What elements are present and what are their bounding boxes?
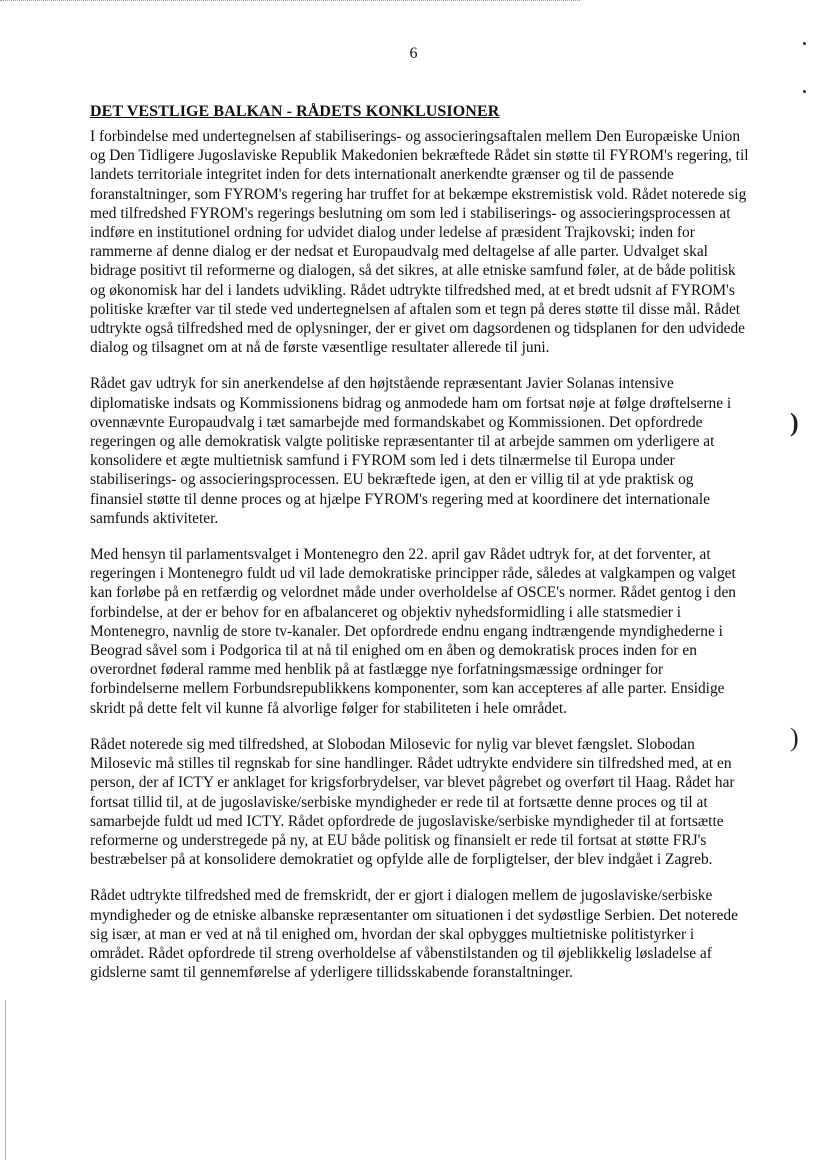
page-number: 6	[409, 45, 418, 62]
paragraph: Med hensyn til parlamentsvalget i Montenegro den 22. april gav Rådet udtryk for, at det forventer, at regeringen i Montenegro fuldt ud vil lade demokratiske principper råde, således at valgkampen og valget kan forløbe på en retfærdig og velordnet måde under overholdelse af OSCE's normer. Rådet gentog i den forbindelse, at der er behov for en afbalanceret og objektiv nyhedsformidling i alle statsmedier i Montenegro, navnlig de store tv-kanaler. Det opfordrede endnu engang indtrængende myndighederne i Beograd såvel som i Podgorica til at nå til enighed om en åben og demokratisk proces inden for en overordnet føderal ramme med henblik på at fastlægge nye forfatningsmæssige ordninger for forbindelserne mellem Forbundsrepublikkens komponenter, som kan accepteres af alle parter. Ensidige skridt på dette felt vil kunne få alvorlige følger for stabiliteten i hele området.	[90, 546, 737, 717]
paragraph: Rådet noterede sig med tilfredshed, at Slobodan Milosevic for nylig var blevet fængslet. Slobodan Milosevic må stilles til regnskab for sine handlinger. Rådet udtrykte endvidere sin tilfredshed med, at en person, der af ICTY er anklaget for krigsforbrydelser, var blevet pågrebet og overført til Haag. Rådet har fortsat tillid til, at de jugoslaviske/serbiske myndigheder er rede til at fortsætte denne proces og til at samarbejde fuldt ud med ICTY. Rådet opfordrede de jugoslaviske/serbiske myndigheder til at fortsætte reformerne og understregede på ny, at EU både politisk og finansielt er rede til fortsat at støtte FRJ's bestræbelser på at konsolidere demokratiet og opfylde alle de forpligtelser, der blev indgået i Zagreb.	[90, 735, 735, 869]
binder-hole-mark: )	[790, 723, 799, 752]
scan-dot	[803, 90, 806, 93]
binder-hole-mark: )	[790, 408, 799, 437]
section-heading: DET VESTLIGE BALKAN - RÅDETS KONKLUSIONER	[90, 103, 500, 120]
document-body	[90, 103, 750, 999]
paragraph: Rådet gav udtryk for sin anerkendelse af den højtstående repræsentant Javier Solanas intensive diplomatiske indsats og Kommissionens bidrag og anmodede ham om fortsat nøje at følge drøftelserne i ovennævnte Europaudvalg i tæt samarbejde med formandskabet og Kommissionen. Det opfordrede regeringen og alle demokratisk valgte politiske repræsentanter til at arbejde sammen om yderligere at konsolidere et ægte multietnisk samfund i FYROM som led i dets tilnærmelse til Europa under stabiliserings- og associeringsprocessen. EU bekræftede igen, at den er villig til at yde praktisk og finansiel støtte til denne proces og at hjælpe FYROM's regering med at koordinere det internationale samfunds aktiviteter.	[90, 375, 732, 527]
paragraph: Rådet udtrykte tilfredshed med de fremskridt, der er gjort i dialogen mellem de jugoslaviske/serbiske myndigheder og de etniske albanske repræsentanter om situationen i det sydøstlige Serbien. Det noterede sig især, at man er ved at nå til enighed om, hvordan der skal opbygges multietniske politistyrker i området. Rådet opfordrede til streng overholdelse af våbenstilstanden og til øjeblikkelig løsladelse af gidslerne samt til gennemførelse af yderligere tillidsskabende foranstaltninger.	[90, 887, 738, 982]
scan-artifact-left-edge	[5, 1000, 6, 1160]
scan-artifact-top	[0, 0, 580, 2]
paragraph: I forbindelse med undertegnelsen af stabiliserings- og associeringsaftalen mellem Den Europæiske Union og Den Tidligere Jugoslaviske Republik Makedonien bekræftede Rådet sin støtte til FYROM's regering, til landets territoriale integritet inden for dets internationalt anerkendte grænser og til de passende foranstaltninger, som FYROM's regering har truffet for at bekæmpe ekstremistisk vold. Rådet noterede sig med tilfredshed FYROM's regerings beslutning om som led i stabiliserings- og associeringsprocessen at indføre en institutionel ordning for udvidet dialog under ledelse af præsident Trajkovski; inden for rammerne af denne dialog er der nedsat et Europaudvalg med deltagelse af alle parter. Udvalget skal bidrage positivt til reformerne og dialogen, så det sikres, at alle etniske samfund føler, at de både politisk og økonomisk har del i landets udvikling. Rådet udtrykte tilfredshed med, at et bredt udsnit af FYROM's politiske kræfter var til stede ved undertegnelsen af aftalen som et tegn på deres støtte til disse mål. Rådet udtrykte også tilfredshed med de oplysninger, der er givet om dagsordenen og tidsplanen for den udvidede dialog og tilsagnet om at nå de første væsentlige resultater allerede til juni.	[90, 128, 749, 357]
